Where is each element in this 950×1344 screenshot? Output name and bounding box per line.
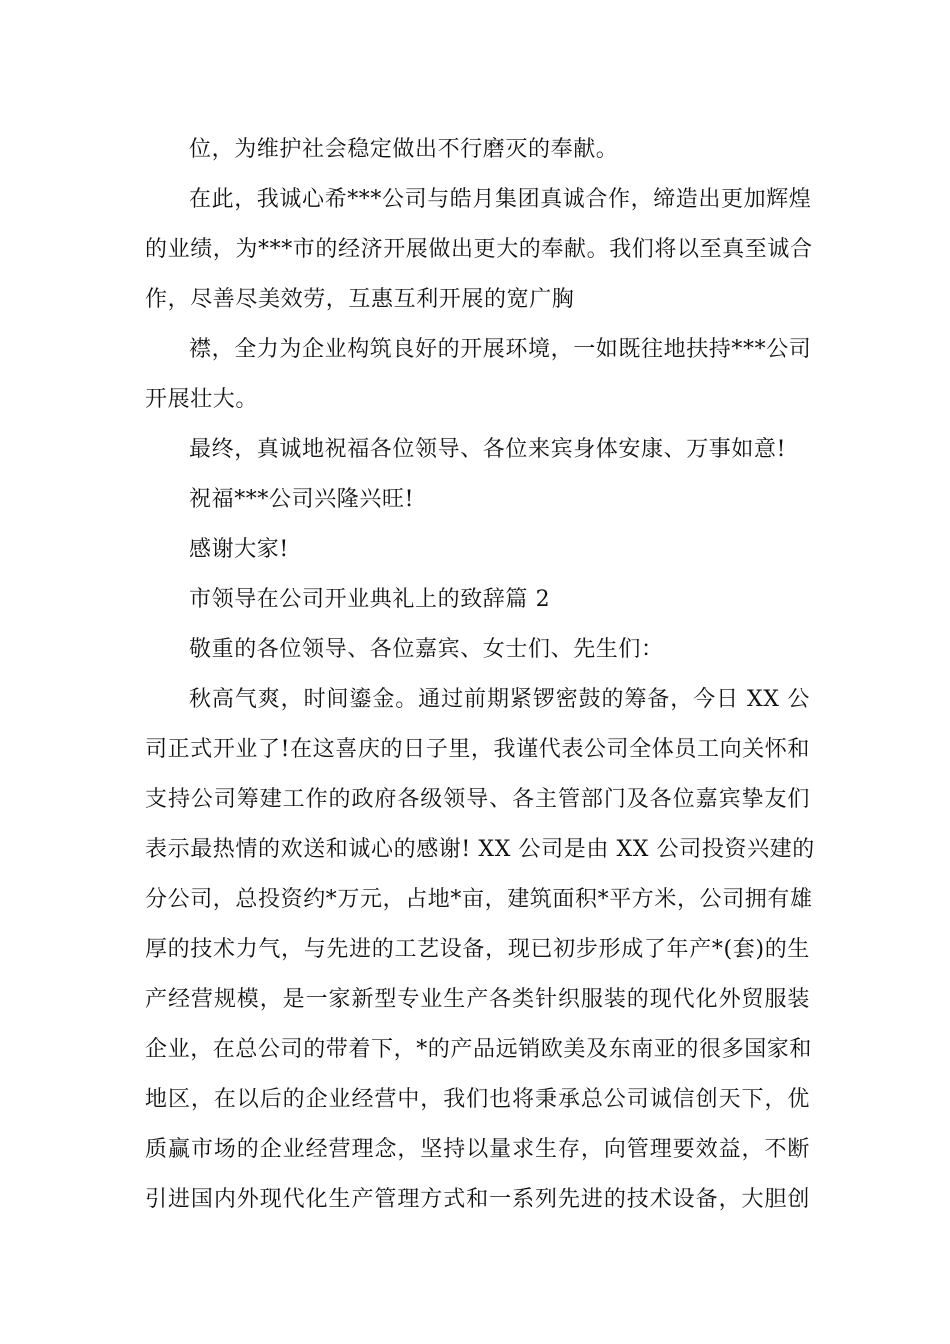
paragraph-line: 在此，我诚心希***公司与皓月集团真诚合作，缔造出更加辉煌	[189, 187, 812, 212]
paragraph-line: 地区，在以后的企业经营中，我们也将秉承总公司诚信创天下，优	[145, 1087, 810, 1112]
paragraph-line: 秋高气爽，时间鎏金。通过前期紧锣密鼓的筹备，今日 XX 公	[189, 687, 810, 712]
paragraph-line: 质赢市场的企业经营理念，坚持以量求生存，向管理要效益，不断	[145, 1137, 810, 1162]
paragraph-line: 最终，真诚地祝福各位领导、各位来宾身体安康、万事如意!	[189, 437, 787, 462]
section-heading: 市领导在公司开业典礼上的致辞篇 2	[189, 587, 551, 612]
paragraph-line: 祝福***公司兴隆兴旺!	[189, 487, 415, 512]
paragraph-line: 襟，全力为企业构筑良好的开展环境，一如既往地扶持***公司	[189, 337, 812, 362]
paragraph-line: 开展壮大。	[145, 387, 259, 412]
paragraph-line: 的业绩，为***市的经济开展做出更大的奉献。我们将以至真至诚合	[145, 237, 813, 262]
paragraph-line: 感谢大家!	[189, 537, 289, 562]
paragraph-line: 司正式开业了!在这喜庆的日子里，我谨代表公司全体员工向关怀和	[145, 737, 810, 762]
paragraph-line: 表示最热情的欢送和诚心的感谢! XX 公司是由 XX 公司投资兴建的	[145, 837, 815, 862]
paragraph-line: 引进国内外现代化生产管理方式和一系列先进的技术设备，大胆创	[145, 1187, 810, 1212]
paragraph-line: 支持公司筹建工作的政府各级领导、各主管部门及各位嘉宾挚友们	[145, 787, 810, 812]
paragraph-line: 位，为维护社会稳定做出不行磨灭的奉献。	[189, 137, 619, 162]
paragraph-line: 产经营规模，是一家新型专业生产各类针织服装的现代化外贸服装	[145, 987, 810, 1012]
salutation-line: 敬重的各位领导、各位嘉宾、女士们、先生们：	[189, 637, 664, 662]
paragraph-line: 分公司，总投资约*万元，占地*亩，建筑面积*平方米，公司拥有雄	[145, 887, 813, 912]
paragraph-line: 厚的技术力气，与先进的工艺设备，现已初步形成了年产*(套)的生	[145, 937, 810, 962]
paragraph-line: 作，尽善尽美效劳，互惠互利开展的宽广胸	[145, 287, 575, 312]
paragraph-line: 企业，在总公司的带着下，*的产品远销欧美及东南亚的很多国家和	[145, 1037, 813, 1062]
